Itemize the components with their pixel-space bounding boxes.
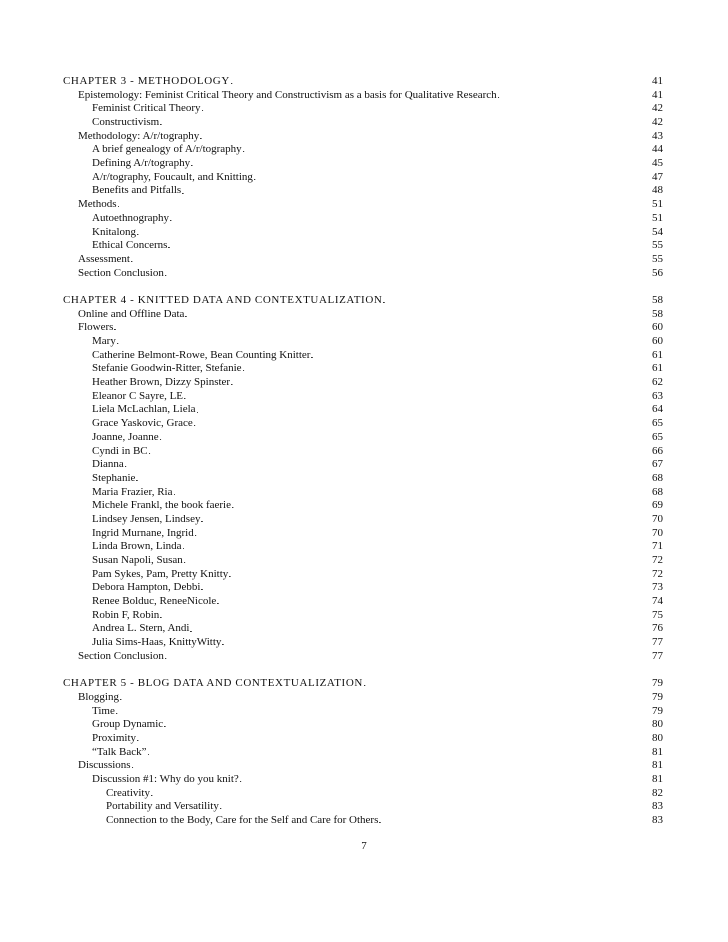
toc-entry — [63, 130, 663, 144]
dot-leader — [116, 705, 651, 719]
toc-entry-page: 56 — [652, 266, 663, 279]
toc-entry-page: 65 — [652, 430, 663, 443]
dot-leader — [202, 102, 651, 116]
toc-entry-title: Ingrid Murnane, Ingrid — [92, 526, 194, 539]
toc-entry-page: 51 — [652, 198, 663, 211]
toc-entry-title: Methodology: A/r/tography — [78, 129, 200, 142]
toc-entry — [63, 445, 663, 459]
toc-entry — [63, 486, 663, 500]
dot-leader — [231, 376, 651, 390]
dot-leader — [379, 814, 651, 828]
dot-leader — [243, 362, 651, 376]
toc-entry — [63, 198, 663, 212]
toc-entry-page: 74 — [652, 595, 663, 608]
toc-entry-title: Cyndi in BC — [92, 444, 148, 457]
toc-entry — [63, 321, 663, 335]
toc-entry — [63, 417, 663, 431]
dot-leader — [190, 623, 651, 637]
toc-entry-title: Liela McLachlan, Liela — [92, 403, 196, 416]
dot-leader — [125, 458, 651, 472]
toc-entry-page: 67 — [652, 458, 663, 471]
toc-entry — [63, 623, 663, 637]
dot-leader — [197, 404, 651, 418]
dot-leader — [174, 486, 652, 500]
toc-entry — [63, 376, 663, 390]
dot-leader — [160, 116, 651, 130]
toc-entry-title: Feminist Critical Theory — [92, 102, 201, 115]
dot-leader — [136, 472, 651, 486]
toc-entry-title: Blogging — [78, 690, 119, 703]
dot-leader — [191, 157, 651, 171]
toc-entry-page: 61 — [652, 362, 663, 375]
toc-entry — [63, 89, 663, 103]
toc-entry-page: 76 — [652, 622, 663, 635]
toc-entry-title: Catherine Belmont-Rowe, Bean Counting Knitter — [92, 348, 311, 361]
toc-entry-title: Joanne, Joanne — [92, 430, 159, 443]
toc-entry-page: 44 — [652, 143, 663, 156]
dot-leader — [131, 253, 651, 267]
toc-entry-title: “Talk Back” — [92, 745, 147, 758]
toc-entry-page: 42 — [652, 102, 663, 115]
toc-entry — [63, 581, 663, 595]
dot-leader — [201, 513, 651, 527]
toc-entry-title: Knitalong — [92, 225, 136, 238]
dot-leader — [311, 349, 651, 363]
toc-entry-page: 58 — [652, 294, 663, 306]
dot-leader — [160, 431, 651, 445]
toc-entry-title: A/r/tography, Foucault, and Knitting — [92, 170, 253, 183]
toc-entry-title: Stephanie — [92, 471, 136, 484]
toc-entry — [63, 226, 663, 240]
toc-entry-page: 58 — [652, 307, 663, 320]
dot-leader — [114, 321, 651, 335]
toc-entry-page: 69 — [652, 499, 663, 512]
toc-entry — [63, 800, 663, 814]
toc-entry-title: Pam Sykes, Pam, Pretty Knitty — [92, 567, 229, 580]
toc-entry-title: Group Dynamic — [92, 718, 164, 731]
toc-entry-title: Ethical Concerns — [92, 239, 168, 252]
toc-entry-title: Heather Brown, Dizzy Spinster — [92, 376, 231, 389]
table-of-contents — [63, 75, 663, 828]
toc-entry-page: 42 — [652, 116, 663, 129]
toc-entry-title: Section Conclusion — [78, 266, 164, 279]
toc-entry-page: 60 — [652, 335, 663, 348]
toc-entry — [63, 540, 663, 554]
toc-entry-page: 79 — [652, 704, 663, 717]
toc-entry — [63, 554, 663, 568]
toc-entry-page: 79 — [652, 677, 663, 690]
dot-leader — [148, 746, 651, 760]
dot-leader — [165, 267, 651, 281]
dot-leader — [222, 636, 651, 650]
toc-entry-page: 41 — [652, 75, 663, 87]
toc-entry-page: 83 — [652, 814, 663, 827]
toc-entry-page: 66 — [652, 444, 663, 457]
toc-entry-title: Time — [92, 704, 115, 717]
toc-entry — [63, 636, 663, 650]
toc-chapter-entry — [63, 75, 663, 89]
dot-leader — [168, 239, 651, 253]
dot-leader — [364, 677, 651, 691]
toc-entry-title: Grace Yaskovic, Grace — [92, 417, 193, 430]
toc-entry-title: Constructivism — [92, 116, 160, 129]
toc-entry-page: 55 — [652, 239, 663, 252]
page-number: 7 — [361, 840, 367, 852]
toc-entry — [63, 157, 663, 171]
toc-entry — [63, 239, 663, 253]
toc-entry-title: Stefanie Goodwin-Ritter, Stefanie — [92, 362, 242, 375]
toc-entry-title: Discussions — [78, 759, 131, 772]
toc-entry — [63, 143, 663, 157]
toc-entry-page: 61 — [652, 348, 663, 361]
toc-entry — [63, 472, 663, 486]
toc-entry-page: 79 — [652, 690, 663, 703]
toc-entry — [63, 212, 663, 226]
dot-leader — [254, 171, 651, 185]
toc-entry-title: Defining A/r/tography — [92, 157, 191, 170]
toc-entry-title: Autoethnography — [92, 211, 169, 224]
toc-entry-title: Dianna — [92, 458, 124, 471]
toc-entry-page: 81 — [652, 773, 663, 786]
dot-leader — [195, 527, 651, 541]
toc-entry-page: 45 — [652, 157, 663, 170]
toc-entry-page: 77 — [652, 649, 663, 662]
toc-entry-page: 77 — [652, 636, 663, 649]
dot-leader — [118, 198, 652, 212]
toc-entry-title: Methods — [78, 198, 117, 211]
toc-entry-page: 63 — [652, 389, 663, 402]
toc-entry-title: A brief genealogy of A/r/tography — [92, 143, 242, 156]
toc-entry-page: 68 — [652, 485, 663, 498]
toc-entry-title: Maria Frazier, Ria — [92, 485, 173, 498]
toc-entry-title: Section Conclusion — [78, 649, 164, 662]
toc-entry — [63, 458, 663, 472]
toc-entry — [63, 650, 663, 664]
toc-entry-page: 75 — [652, 608, 663, 621]
dot-leader — [137, 226, 651, 240]
toc-entry-page: 71 — [652, 540, 663, 553]
toc-entry — [63, 102, 663, 116]
dot-leader — [170, 212, 651, 226]
toc-entry-title: Connection to the Body, Care for the Self and Care for Others — [106, 814, 379, 827]
toc-entry — [63, 691, 663, 705]
toc-entry-page: 82 — [652, 786, 663, 799]
toc-entry-title: Renee Bolduc, ReneeNicole — [92, 595, 217, 608]
toc-entry-title: Eleanor C Sayre, LE — [92, 389, 184, 402]
toc-entry — [63, 185, 663, 199]
toc-entry-title: Linda Brown, Linda — [92, 540, 182, 553]
toc-entry-title: Michele Frankl, the book faerie — [92, 499, 231, 512]
dot-leader — [498, 89, 651, 103]
dot-leader — [231, 75, 651, 89]
toc-entry-title: Robin F, Robin — [92, 608, 160, 621]
toc-entry-page: 60 — [652, 321, 663, 334]
dot-leader — [232, 499, 651, 513]
toc-entry — [63, 595, 663, 609]
toc-entry-page: 54 — [652, 225, 663, 238]
toc-entry-page: 70 — [652, 513, 663, 525]
dot-leader — [240, 773, 651, 787]
dot-leader — [220, 800, 651, 814]
dot-leader — [184, 554, 651, 568]
toc-entry — [63, 267, 663, 281]
toc-entry-page: 72 — [652, 567, 663, 580]
toc-entry — [63, 362, 663, 376]
toc-entry-title: Debora Hampton, Debbi — [92, 581, 201, 594]
toc-entry-title: Mary — [92, 335, 116, 348]
toc-entry-title: Discussion #1: Why do you knit? — [92, 773, 239, 786]
toc-entry — [63, 513, 663, 527]
dot-leader — [117, 335, 651, 349]
toc-entry-page: 68 — [652, 471, 663, 484]
toc-entry — [63, 171, 663, 185]
dot-leader — [160, 609, 651, 623]
dot-leader — [229, 568, 651, 582]
toc-chapter-entry — [63, 677, 663, 691]
toc-entry — [63, 404, 663, 418]
dot-leader — [243, 143, 651, 157]
dot-leader — [383, 294, 651, 308]
toc-entry-page: 55 — [652, 252, 663, 265]
toc-entry-page: 83 — [652, 800, 663, 813]
dot-leader — [137, 732, 651, 746]
toc-entry-title: Creativity — [106, 786, 150, 799]
toc-entry — [63, 787, 663, 801]
toc-entry-page: 73 — [652, 581, 663, 594]
dot-leader — [132, 759, 651, 773]
toc-entry — [63, 732, 663, 746]
dot-leader — [217, 595, 651, 609]
dot-leader — [200, 130, 651, 144]
toc-entry-title: Julia Sims-Haas, KnittyWitty — [92, 636, 222, 649]
toc-entry-page: 70 — [652, 526, 663, 539]
toc-entry — [63, 390, 663, 404]
toc-entry-page: 81 — [652, 759, 663, 772]
toc-entry — [63, 718, 663, 732]
toc-chapter-entry — [63, 294, 663, 308]
toc-entry-title: Susan Napoli, Susan — [92, 554, 183, 567]
toc-entry-title: Epistemology: Feminist Critical Theory and Constructivism as a basis for Qualitative Research — [78, 88, 497, 101]
toc-entry — [63, 568, 663, 582]
toc-entry-page: 81 — [652, 745, 663, 758]
toc-entry — [63, 349, 663, 363]
toc-entry — [63, 773, 663, 787]
toc-entry-page: 64 — [652, 403, 663, 416]
dot-leader — [184, 390, 651, 404]
dot-leader — [185, 308, 651, 322]
dot-leader — [183, 540, 651, 554]
toc-entry-title: Flowers — [78, 321, 114, 334]
toc-entry-page: 51 — [652, 211, 663, 224]
dot-leader — [182, 185, 651, 199]
toc-entry — [63, 335, 663, 349]
dot-leader — [164, 718, 651, 732]
toc-entry — [63, 609, 663, 623]
toc-entry-page: 47 — [652, 170, 663, 183]
toc-entry — [63, 116, 663, 130]
toc-entry — [63, 814, 663, 828]
toc-entry-title: CHAPTER 5 - BLOG DATA AND CONTEXTUALIZATION — [63, 677, 363, 690]
toc-entry-page: 72 — [652, 554, 663, 567]
toc-entry — [63, 527, 663, 541]
toc-entry — [63, 308, 663, 322]
toc-entry-title: Proximity — [92, 732, 137, 744]
toc-entry — [63, 253, 663, 267]
toc-entry-title: CHAPTER 3 - METHODOLOGY — [63, 75, 230, 87]
toc-entry-title: Lindsey Jensen, Lindsey — [92, 513, 201, 525]
dot-leader — [201, 581, 651, 595]
toc-entry — [63, 499, 663, 513]
toc-entry-page: 80 — [652, 718, 663, 731]
toc-entry-page: 43 — [652, 129, 663, 142]
toc-entry-page: 65 — [652, 417, 663, 430]
toc-entry-title: CHAPTER 4 - KNITTED DATA AND CONTEXTUALIZATION — [63, 294, 383, 306]
dot-leader — [194, 417, 651, 431]
toc-entry-page: 62 — [652, 376, 663, 389]
toc-entry-title: Assessment — [78, 252, 130, 265]
toc-entry-title: Portability and Versatility — [106, 800, 219, 813]
toc-entry-page: 48 — [652, 184, 663, 197]
toc-entry — [63, 746, 663, 760]
dot-leader — [149, 445, 651, 459]
toc-entry-title: Andrea L. Stern, Andi — [92, 622, 190, 635]
dot-leader — [120, 691, 651, 705]
dot-leader — [151, 787, 651, 801]
toc-entry-title: Online and Offline Data — [78, 307, 185, 320]
toc-entry — [63, 431, 663, 445]
toc-entry — [63, 705, 663, 719]
dot-leader — [165, 650, 651, 664]
toc-entry-page: 80 — [652, 732, 663, 744]
toc-entry — [63, 759, 663, 773]
toc-entry-title: Benefits and Pitfalls — [92, 184, 182, 197]
toc-entry-page: 41 — [652, 88, 663, 101]
